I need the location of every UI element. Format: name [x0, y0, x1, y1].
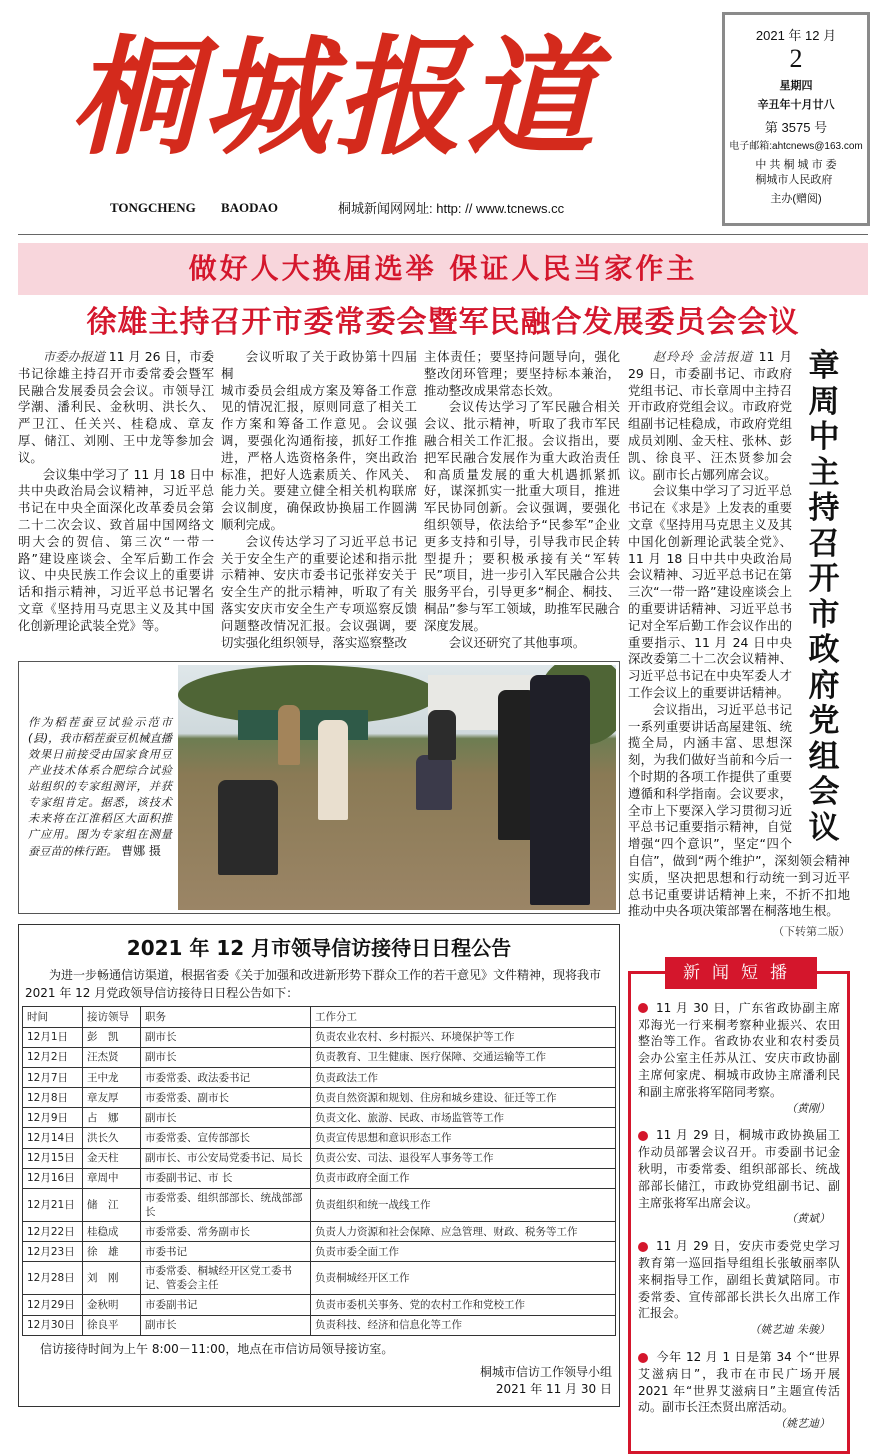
leader-cell: 汪杰贤 — [83, 1047, 141, 1067]
leader-cell: 徐 雄 — [83, 1242, 141, 1262]
photo-credit: 曹娜 摄 — [121, 844, 161, 859]
notice-date: 2021 年 11 月 30 日 — [495, 1381, 612, 1396]
brief-text: 11 月 29 日，安庆市委党史学习教育第一巡回指导组组长张敏丽率队来桐指导工作，副组长黄斌陪同。市委常委、宣传部部长洪长久出席工作汇报会。 — [638, 1239, 840, 1321]
byline: 赵玲玲 金洁报道 — [652, 349, 754, 364]
photo-frame — [18, 661, 620, 914]
brief-source: （黄斌） — [786, 1212, 830, 1226]
bullet-icon — [638, 1003, 648, 1013]
briefs-box — [628, 962, 850, 1454]
notice-footer: 信访接待时间为上午 8:00－11:00，地点在市信访局领导接访室。 — [40, 1341, 394, 1356]
leader-cell: 王中龙 — [83, 1067, 141, 1087]
caption-text: 作为稻茬蚕豆试验示范市(县)，我市稻茬蚕豆机械直播效果日前接受由国家食用豆产业技术体系合肥综合试验站组织的专家组测评，并获专家组肯定。据悉，该技术未来将在江淮稻区大面积推广应用。图为专家组在测量蚕豆苗的株行距。 — [28, 716, 172, 859]
table-row — [23, 1148, 616, 1168]
duty-cell: 负责教育、卫生健康、医疗保障、交通运输等工作 — [311, 1047, 616, 1067]
table-row — [23, 1189, 616, 1222]
table-row — [23, 1242, 616, 1262]
table-row — [23, 1088, 616, 1108]
website-link[interactable]: 桐城新闻网网址: http: // www.tcnews.cc — [338, 201, 565, 216]
schedule-table — [22, 1006, 616, 1335]
notice-intro: 为进一步畅通信访渠道，根据省委《关于加强和改进新形势下群众工作的若干意见》文件精神，现将我市 2021 年 12 月党政领导信访接待日日程公告如下： — [25, 968, 602, 1000]
position-cell: 副市长 — [141, 1108, 311, 1128]
date-cell: 12月29日 — [23, 1295, 83, 1315]
table-header — [23, 1007, 616, 1027]
signer: 桐城市信访工作领导小组 — [479, 1364, 612, 1379]
notice-box — [18, 924, 620, 1406]
duty-cell: 负责自然资源和规划、住房和城乡建设、征迁等工作 — [311, 1088, 616, 1108]
right-area — [628, 349, 850, 1454]
left-area — [18, 349, 620, 1407]
duty-cell: 负责宣传思想和意识形态工作 — [311, 1128, 616, 1148]
table-row — [23, 1027, 616, 1047]
date-cell: 12月21日 — [23, 1189, 83, 1222]
news-photo — [178, 665, 616, 910]
masthead-logo: 桐城报道 — [70, 23, 599, 173]
paragraph: 会议集中学习了习近平总书记在《求是》上发表的重要文章《坚持用马克思主义及其中国化创新理论武装全党》、11 月 18 日中共中央政治局会议精神、习近平总书记在第三次“一带一路”建设座谈会上的重要讲话精神、习近平总书记对全军后勤工作会议作出的重要指示、11 月 24 日中央深改委第二十二次会议精神、习近平总书记在中央军委人才工作会议上的重要讲话精神。 — [628, 483, 792, 700]
duty-cell: 负责桐城经开区工作 — [311, 1262, 616, 1295]
paragraph: 会议传达学习了习近平总书记关于安全生产的重要论述和指示批示精神、安庆市委书记张祥安关于安全生产的批示精神，听取了有关落实安庆市安全生产专项巡察反馈问题整改情况汇报。会议强调，要切实强化组织领导，落实巡察整改 — [221, 533, 417, 650]
duty-cell: 负责人力资源和社会保障、应急管理、财政、税务等工作 — [311, 1222, 616, 1242]
duty-cell: 负责农业农村、乡村振兴、环境保护等工作 — [311, 1027, 616, 1047]
second-article — [628, 349, 850, 941]
leader-cell: 刘 刚 — [83, 1262, 141, 1295]
position-cell: 副市长、市公安局党委书记、局长 — [141, 1148, 311, 1168]
date-cell: 12月23日 — [23, 1242, 83, 1262]
bullet-icon — [638, 1242, 648, 1252]
duty-cell: 负责市委全面工作 — [311, 1242, 616, 1262]
duty-cell: 负责科技、经济和信息化等工作 — [311, 1315, 616, 1335]
position-cell: 副市长 — [141, 1047, 311, 1067]
column-header: 工作分工 — [311, 1007, 616, 1027]
table-row — [23, 1108, 616, 1128]
paragraph: 会议听取了关于政协第十四届桐 — [221, 349, 417, 381]
table-row — [23, 1047, 616, 1067]
paragraph: 11 月 26 日，市委书记徐雄主持召开市委常委会暨军民融合发展委员会会议。市领导江学潮、潘利民、金秋明、洪长久、严卫江、任关兴、桂稳成、章友厚、储江、刘刚、王中龙等参加会议。 — [18, 349, 214, 465]
position-cell: 市委常委、政法委书记 — [141, 1067, 311, 1087]
position-cell: 市委常委、常务副市长 — [141, 1222, 311, 1242]
publisher — [728, 158, 864, 206]
issue-lunar-date: 辛丑年十月廿八 — [757, 99, 835, 111]
duty-cell: 负责文化、旅游、民政、市场监管等工作 — [311, 1108, 616, 1128]
content-grid — [18, 349, 868, 1454]
brief-item — [638, 1349, 840, 1433]
brief-item — [638, 1238, 840, 1339]
paragraph: 11 月 29 日，市委副书记、市政府党组书记、市长章周中主持召开市政府党组会议。市政府党组副书记桂稳成，市政府党组成员刘刚、金天柱、张林、彭凯、徐良平、汪杰贤参加会议。副市长占娜列席会议。 — [628, 349, 792, 482]
date-cell: 12月7日 — [23, 1067, 83, 1087]
leader-cell: 金秋明 — [83, 1295, 141, 1315]
duty-cell: 负责公安、司法、退役军人事务等工作 — [311, 1148, 616, 1168]
brief-text: 11 月 29 日，桐城市政协换届工作动员部署会议召开。市委副书记金秋明，市委常委、组织部部长、统战部部长储江，市政协党组副书记、副主席张将军出席会议。 — [638, 1128, 840, 1210]
brief-item — [638, 1127, 840, 1228]
issue-day: 2 — [789, 44, 803, 73]
table-row — [23, 1222, 616, 1242]
date-cell: 12月2日 — [23, 1047, 83, 1067]
date-cell: 12月14日 — [23, 1128, 83, 1148]
divider — [18, 234, 868, 235]
table-row — [23, 1262, 616, 1295]
column-header: 接访领导 — [83, 1007, 141, 1027]
duty-cell: 负责市委机关事务、党的农村工作和党校工作 — [311, 1295, 616, 1315]
duty-cell: 负责组织和统一战线工作 — [311, 1189, 616, 1222]
brief-source: （姚艺迪 朱骏） — [749, 1323, 830, 1337]
org-2: 桐城市人民政府 — [755, 174, 833, 186]
bullet-icon — [638, 1353, 648, 1363]
brief-source: （黄刚） — [786, 1101, 830, 1115]
brief-text: 11 月 30 日，广东省政协副主席邓海光一行来桐考察种业振兴、农田整治等工作。省政协农业和农村委员会办公室主任苏从江、安庆市政协副主席何家虎、桐城市政协主席潘利民和副主席张将军陪同考察。 — [638, 1000, 840, 1099]
leader-cell: 洪长久 — [83, 1128, 141, 1148]
lead-headline: 徐雄主持召开市委常委会暨军民融合发展委员会会议 — [86, 305, 800, 340]
column-header: 时间 — [23, 1007, 83, 1027]
issue-weekday: 星期四 — [779, 80, 813, 92]
table-row — [23, 1168, 616, 1188]
position-cell: 副市长 — [141, 1315, 311, 1335]
issue-number: 第 3575 号 — [764, 120, 828, 135]
leader-cell: 桂稳成 — [83, 1222, 141, 1242]
leader-cell: 储 江 — [83, 1189, 141, 1222]
table-row — [23, 1315, 616, 1335]
briefs-title: 新闻短播 — [665, 957, 817, 989]
duty-cell: 负责政法工作 — [311, 1067, 616, 1087]
paragraph: 会议集中学习了 11 月 18 日中共中央政治局会议精神，习近平总书记在中央全面深化改革委员会第二十二次会议、致首届中国网络文明大会的贺信、第三次“一带一路”建设座谈会、全军后勤工作会议、中央民族工作会议上的重要讲话和指示精神，习近平总书记署名文章《坚持用马克思主义及其中国化创新理论武装全党》等。 — [18, 466, 214, 633]
position-cell: 市委常委、副市长 — [141, 1088, 311, 1108]
column-header: 职务 — [141, 1007, 311, 1027]
date-cell: 12月15日 — [23, 1148, 83, 1168]
photo-caption — [22, 715, 172, 860]
duty-cell: 负责市政府全面工作 — [311, 1168, 616, 1188]
leader-cell: 占 娜 — [83, 1108, 141, 1128]
position-cell: 副市长 — [141, 1027, 311, 1047]
issue-year-month: 2021 年 12 月 — [755, 28, 837, 43]
leader-cell: 金天柱 — [83, 1148, 141, 1168]
position-cell: 市委常委、组织部部长、统战部部长 — [141, 1189, 311, 1222]
position-cell: 市委副书记、市 长 — [141, 1168, 311, 1188]
paragraph: 会议传达学习了军民融合相关会议、批示精神，听取了我市军民融合相关工作汇报。会议指出，要把军民融合发展作为重大政治责任和高质量发展的重大机遇抓紧抓好，谋深抓实一批重大项目，推进军民协同创新。会议强调，要强化组织领导，依法给予“民参军”企业更多支持和引导，引导我市民企转型提升；要积极承接有关“军转民”项目，进一步引入军民融合公共服务平台，引导更多“桐企、桐技、桐品”参与军工领域，助推军民融合深度发展。 — [424, 399, 620, 633]
paragraph: 主体责任；要坚持问题导向，强化整改闭环管理；要坚持标本兼治，推动整改成果常态长效。 — [424, 349, 620, 398]
second-headline: 章周中主持召开市政府党组会议 — [808, 348, 840, 846]
position-cell: 市委常委、桐城经开区党工委书记、管委会主任 — [141, 1262, 311, 1295]
lead-article — [18, 349, 620, 651]
leader-cell: 章友厚 — [83, 1088, 141, 1108]
email: 电子邮箱:ahtcnews@163.com — [729, 141, 863, 152]
issue-info-box — [722, 12, 870, 226]
paragraph: 城市委员会组成方案及筹备工作意见的情况汇报，原则同意了相关工作方案和筹备工作意见。会议强调，要强化沟通衔接，抓好工作推进，严格人选资格条件，突出政治标准，把好人选素质关、作风关、能力关。要建立健全相关机构联席会议制度，确保政协换届工作圆满顺利完成。 — [221, 382, 417, 532]
leader-cell: 章周中 — [83, 1168, 141, 1188]
leader-cell: 彭 凯 — [83, 1027, 141, 1047]
continued-note: （下转第二版） — [773, 925, 850, 939]
table-row — [23, 1295, 616, 1315]
leader-cell: 徐良平 — [83, 1315, 141, 1335]
bullet-icon — [638, 1131, 648, 1141]
sponsor: 主办(赠阅) — [770, 193, 822, 205]
masthead-english: TONGCHENG BAODAO — [110, 200, 279, 215]
date-cell: 12月8日 — [23, 1088, 83, 1108]
date-cell: 12月28日 — [23, 1262, 83, 1295]
byline: 市委办报道 — [42, 349, 105, 364]
date-cell: 12月16日 — [23, 1168, 83, 1188]
date-cell: 12月22日 — [23, 1222, 83, 1242]
paragraph: 会议还研究了其他事项。 — [448, 634, 586, 650]
table-row — [23, 1067, 616, 1087]
date-cell: 12月30日 — [23, 1315, 83, 1335]
notice-signature — [22, 1364, 616, 1398]
position-cell: 市委副书记 — [141, 1295, 311, 1315]
page-body — [18, 243, 868, 1454]
position-cell: 市委书记 — [141, 1242, 311, 1262]
slogan-banner: 做好人大换届选举 保证人民当家作主 — [18, 243, 868, 295]
org-1: 中 共 桐 城 市 委 — [755, 159, 837, 171]
table-row — [23, 1128, 616, 1148]
notice-title: 2021 年 12 月市领导信访接待日日程公告 — [126, 936, 512, 961]
brief-source: （姚艺迪） — [775, 1417, 830, 1431]
position-cell: 市委常委、宣传部部长 — [141, 1128, 311, 1148]
brief-text: 今年 12 月 1 日是第 34 个“世界艾滋病日”，我市在市民广场开展 2021 年“世界艾滋病日”主题宣传活动。副市长汪杰贤出席活动。 — [638, 1350, 840, 1415]
date-cell: 12月9日 — [23, 1108, 83, 1128]
brief-item — [638, 1000, 840, 1118]
paragraph: 会议指出，习近平总书记一系列重要讲话高屋建瓴、统揽全局，内涵丰富、思想深刻，为我们做好当前和今后一个时期的各项工作提供了重要遵循和科学指南。会议要求，全市上下要深入学习贯彻习近平总书记重要指示精神，自觉增强“四个意识”，坚定“四个自信”，做到“两个维护”，深刻领会精神实质，坚决把思想和行动统一到习近平总书记重要讲话精神上来，不折不扣地推动中央各项决策部署在桐落地生根。 — [628, 701, 850, 919]
date-cell: 12月1日 — [23, 1027, 83, 1047]
